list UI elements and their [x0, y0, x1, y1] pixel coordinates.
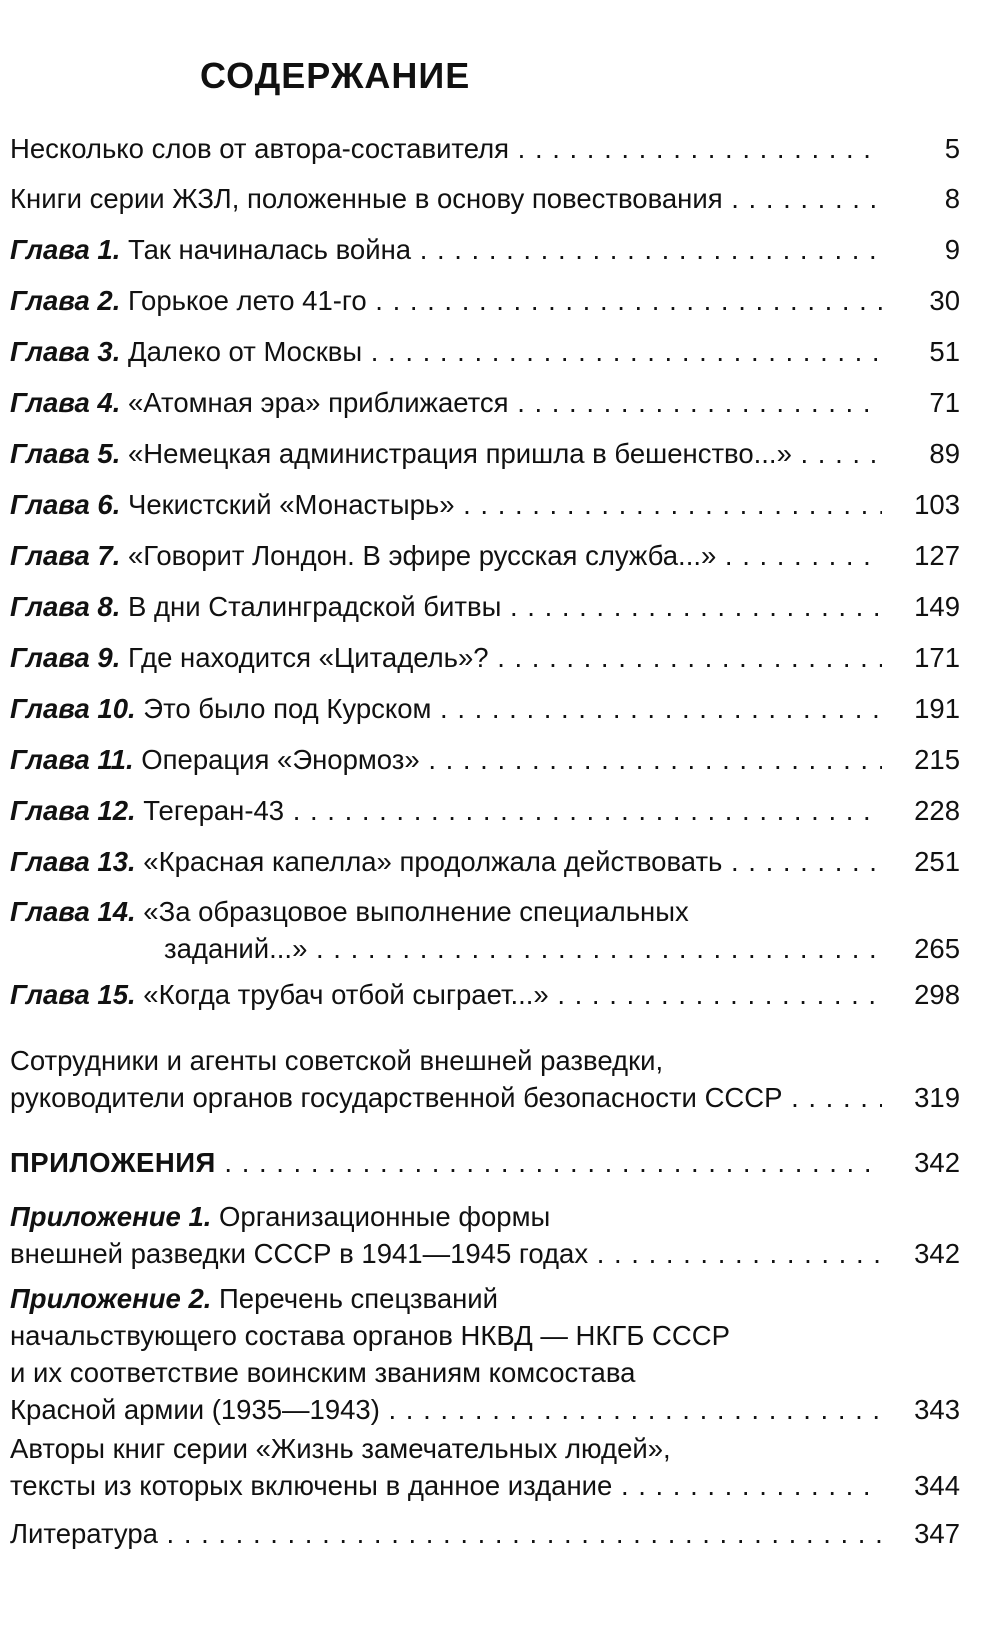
- entry-page: 8: [882, 180, 960, 217]
- entry-page: 103: [882, 486, 960, 523]
- entry-title-cont: тексты из которых включены в данное издание: [10, 1470, 613, 1501]
- toc-entry-chapter-15[interactable]: [10, 976, 960, 1013]
- toc-entry-foreword[interactable]: [10, 130, 960, 167]
- chapter-label: Глава 9.: [10, 642, 121, 673]
- chapter-label: Глава 10.: [10, 693, 136, 724]
- chapter-label: Глава 12.: [10, 795, 136, 826]
- chapter-label: Глава 6.: [10, 489, 121, 520]
- appendix-title-cont: и их соответствие воинским званиям комсостава: [10, 1357, 636, 1388]
- appendix-title-cont: начальствующего состава органов НКВД — НКГБ СССР: [10, 1320, 730, 1351]
- chapter-label: Глава 14.: [10, 896, 136, 927]
- chapter-title: Где находится «Цитадель»?: [128, 642, 489, 673]
- toc-entry-chapter-5[interactable]: [10, 435, 960, 472]
- toc-entry-books[interactable]: [10, 180, 960, 217]
- chapter-label: Глава 3.: [10, 336, 121, 367]
- chapter-label: Глава 7.: [10, 540, 121, 571]
- entry-page: 265: [882, 930, 960, 967]
- entry-page: 343: [882, 1391, 960, 1428]
- toc-entry-chapter-1[interactable]: [10, 231, 960, 268]
- entry-page: 342: [882, 1144, 960, 1181]
- entry-page: 5: [882, 130, 960, 167]
- toc-entry-chapter-10[interactable]: [10, 690, 960, 727]
- appendix-title: Перечень спецзваний: [219, 1283, 499, 1314]
- entry-page: 344: [882, 1467, 960, 1504]
- appendices-heading: ПРИЛОЖЕНИЯ: [10, 1147, 216, 1178]
- entry-page: 215: [882, 741, 960, 778]
- chapter-title: Далеко от Москвы: [128, 336, 363, 367]
- toc-entry-chapter-7[interactable]: [10, 537, 960, 574]
- toc-entry-appendix-2[interactable]: [10, 1280, 960, 1428]
- toc-entry-chapter-8[interactable]: [10, 588, 960, 625]
- chapter-label: Глава 2.: [10, 285, 121, 316]
- entry-page: 171: [882, 639, 960, 676]
- entry-page: 51: [882, 333, 960, 370]
- chapter-label: Глава 4.: [10, 387, 121, 418]
- entry-title: Сотрудники и агенты советской внешней разведки,: [10, 1045, 664, 1076]
- entry-page: 319: [882, 1079, 960, 1116]
- chapter-title: Горькое лето 41-го: [128, 285, 367, 316]
- toc-entry-chapter-6[interactable]: [10, 486, 960, 523]
- entry-page: 228: [882, 792, 960, 829]
- chapter-title-cont: заданий...»: [164, 933, 308, 964]
- chapter-title: В дни Сталинградской битвы: [128, 591, 502, 622]
- entry-page: 191: [882, 690, 960, 727]
- entry-title: Авторы книг серии «Жизнь замечательных людей»,: [10, 1433, 671, 1464]
- chapter-title: Операция «Энормоз»: [141, 744, 420, 775]
- entry-page: 127: [882, 537, 960, 574]
- entry-page: 89: [882, 435, 960, 472]
- entry-page: 298: [882, 976, 960, 1013]
- toc-entry-chapter-14[interactable]: [10, 893, 960, 967]
- chapter-title: «За образцовое выполнение специальных: [143, 896, 689, 927]
- toc-entry-chapter-2[interactable]: [10, 282, 960, 319]
- chapter-title: «Когда трубач отбой сыграет...»: [143, 979, 549, 1010]
- entry-page: 9: [882, 231, 960, 268]
- appendix-label: Приложение 2.: [10, 1283, 212, 1314]
- entry-page: 71: [882, 384, 960, 421]
- entry-page: 342: [882, 1235, 960, 1272]
- toc-entry-chapter-13[interactable]: [10, 843, 960, 880]
- entry-page: 347: [882, 1515, 960, 1552]
- chapter-label: Глава 1.: [10, 234, 121, 265]
- entry-page: 30: [882, 282, 960, 319]
- chapter-label: Глава 13.: [10, 846, 136, 877]
- toc-entry-chapter-3[interactable]: [10, 333, 960, 370]
- toc-entry-chapter-4[interactable]: [10, 384, 960, 421]
- entry-page: 251: [882, 843, 960, 880]
- toc-entry-chapter-9[interactable]: [10, 639, 960, 676]
- chapter-title: Это было под Курском: [143, 693, 432, 724]
- appendix-title: Организационные формы: [219, 1201, 551, 1232]
- chapter-title: Тегеран-43: [143, 795, 285, 826]
- chapter-title: Чекистский «Монастырь»: [128, 489, 455, 520]
- toc-entry-literature[interactable]: [10, 1515, 960, 1552]
- chapter-title: «Немецкая администрация пришла в бешенство...»: [128, 438, 792, 469]
- chapter-label: Глава 11.: [10, 744, 134, 775]
- appendix-label: Приложение 1.: [10, 1201, 212, 1232]
- page-title: СОДЕРЖАНИЕ: [200, 55, 471, 96]
- toc-entry-chapter-11[interactable]: [10, 741, 960, 778]
- chapter-title: «Красная капелла» продолжала действовать: [143, 846, 723, 877]
- entry-title: Несколько слов от автора-составителя: [10, 133, 510, 164]
- toc-entry-chapter-12[interactable]: [10, 792, 960, 829]
- chapter-label: Глава 5.: [10, 438, 121, 469]
- entry-title: Книги серии ЖЗЛ, положенные в основу повествования: [10, 183, 723, 214]
- toc-entry-staff[interactable]: [10, 1042, 960, 1116]
- toc-entry-appendix-1[interactable]: [10, 1198, 960, 1272]
- toc-entry-authors[interactable]: [10, 1430, 960, 1504]
- chapter-title: «Атомная эра» приближается: [128, 387, 509, 418]
- entry-title-cont: руководители органов государственной безопасности СССР: [10, 1082, 783, 1113]
- chapter-title: Так начиналась война: [128, 234, 412, 265]
- chapter-label: Глава 15.: [10, 979, 136, 1010]
- chapter-label: Глава 8.: [10, 591, 121, 622]
- entry-title: Литература: [10, 1518, 158, 1549]
- entry-page: 149: [882, 588, 960, 625]
- chapter-title: «Говорит Лондон. В эфире русская служба...»: [128, 540, 717, 571]
- appendix-title-cont: внешней разведки СССР в 1941—1945 годах: [10, 1238, 589, 1269]
- appendix-title-cont: Красной армии (1935—1943): [10, 1394, 380, 1425]
- toc-entry-appendices[interactable]: [10, 1144, 960, 1181]
